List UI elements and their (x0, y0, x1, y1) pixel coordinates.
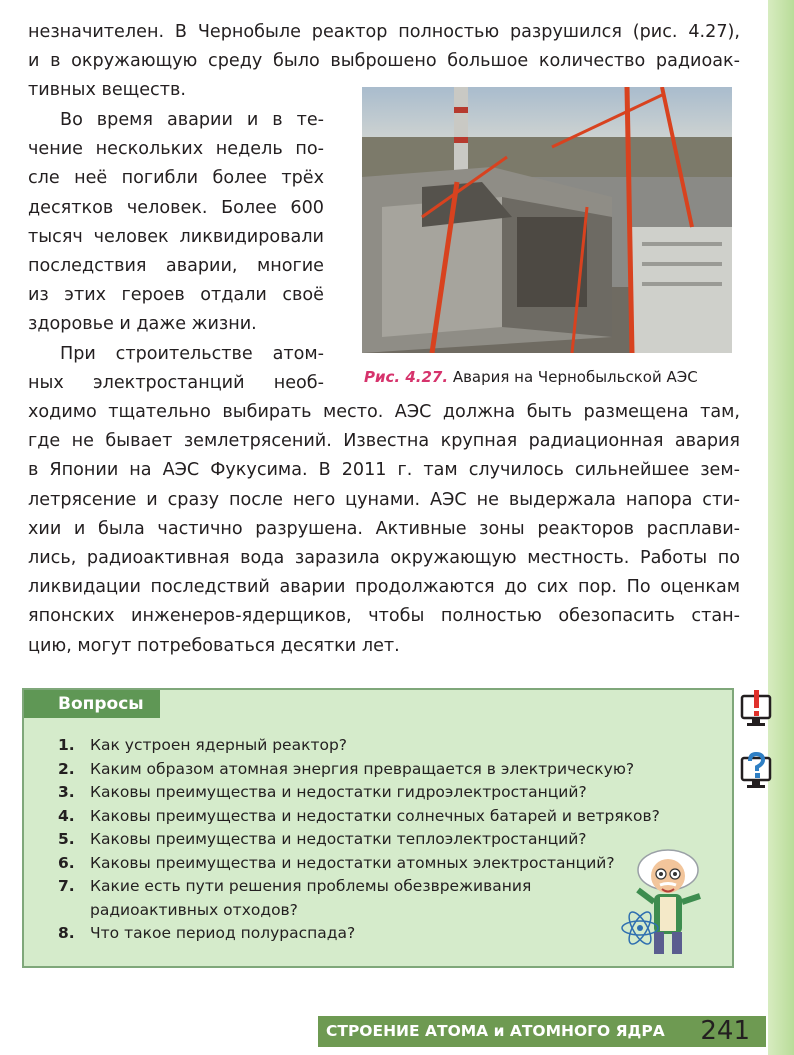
text-line: лись, радиоактивная вода заразила окружающую местность. Работы по (28, 548, 740, 569)
text-line: и в окружающую среду было выброшено большое количество радиоак- (28, 51, 740, 72)
text-line: ных электростанций необ- (28, 372, 324, 393)
question-text: Каковы преимущества и недостатки солнечных батарей и ветряков? (90, 806, 660, 825)
page-footer (318, 1016, 766, 1047)
question-number: 3. (58, 783, 75, 801)
question-item (58, 805, 698, 829)
question-number: 5. (58, 830, 75, 848)
question-number: 7. (58, 877, 75, 895)
text-line: десятков человек. Более 600 (28, 197, 324, 218)
questions-list (58, 734, 698, 946)
text-line: чение нескольких недель по- (28, 139, 324, 160)
text-line: тысяч человек ликвидировали (28, 226, 324, 247)
question-item (58, 875, 570, 922)
questions-box (22, 688, 734, 968)
text-line: японских инженеров-ядерщиков, чтобы полностью обезопасить стан- (28, 606, 740, 627)
question-item (58, 922, 698, 946)
question-text: Что такое период полураспада? (90, 924, 356, 942)
question-text: Каковы преимущества и недостатки теплоэлектростанций? (90, 830, 587, 848)
question-text: Каковы преимущества и недостатки гидроэлектростанций? (90, 783, 587, 801)
chernobyl-photo (362, 87, 732, 353)
text-line: сле неё погибли более трёх (28, 168, 324, 189)
text-line: здоровье и даже жизни. (28, 314, 257, 335)
page-number: 241 (700, 1016, 750, 1046)
question-text: Каковы преимущества и недостатки атомных электростанций? (90, 853, 615, 872)
question-item (58, 758, 698, 782)
text-line: ходимо тщательно выбирать место. АЭС должна быть размещена там, (28, 402, 740, 422)
question-number: 6. (58, 853, 75, 872)
figure-label: Рис. 4.27. (364, 368, 449, 386)
text-line: При строительстве атом- (60, 343, 324, 364)
question-item (58, 828, 698, 852)
monitor-exclamation-icon (740, 690, 772, 730)
text-line: где не бывает землетрясений. Известна крупная радиационная авария (28, 431, 740, 452)
text-line: хии и была частично разрушена. Активные зоны реакторов расплави- (28, 518, 740, 539)
accident-paragraph (28, 106, 324, 398)
chapter-title: СТРОЕНИЕ АТОМА и АТОМНОГО ЯДРА (326, 1022, 665, 1040)
scientist-mascot-icon (620, 842, 716, 962)
figure-text: Авария на Чернобыльской АЭС (452, 368, 698, 386)
monitor-question-icon (740, 752, 772, 792)
question-text: Какие есть пути решения проблемы обезвреживания радиоактивных отходов? (90, 877, 532, 919)
text-line: Во время аварии и в те- (60, 110, 324, 130)
text-line: в Японии на АЭС Фукусима. В 2011 г. там случилось сильнейшее зем- (28, 460, 740, 481)
question-item (58, 734, 698, 758)
text-line: ликвидации последствий аварии продолжаются до сих пор. По оценкам (28, 577, 740, 598)
text-line: тивных веществ. (28, 80, 186, 101)
question-number: 8. (58, 924, 75, 942)
question-item (58, 852, 698, 876)
text-line: последствия аварии, многие (28, 256, 324, 277)
text-line: из этих героев отдали своё (28, 285, 324, 306)
question-text: Как устроен ядерный реактор? (90, 736, 348, 754)
figure-caption (364, 368, 744, 386)
questions-title: Вопросы (24, 690, 160, 718)
question-item (58, 781, 698, 805)
siting-paragraph (28, 398, 740, 661)
question-number: 1. (58, 736, 75, 754)
text-line: незначителен. В Чернобыле реактор полностью разрушился (рис. 4.27), (28, 22, 740, 42)
question-number: 4. (58, 806, 75, 825)
text-line: цию, могут потребоваться десятки лет. (28, 635, 400, 656)
question-text: Каким образом атомная энергия превращается в электрическую? (90, 759, 635, 778)
question-number: 2. (58, 759, 75, 778)
text-line: летрясение и сразу после него цунами. АЭС не выдержала напора сти- (28, 489, 740, 510)
page-edge-strip (768, 0, 794, 1055)
